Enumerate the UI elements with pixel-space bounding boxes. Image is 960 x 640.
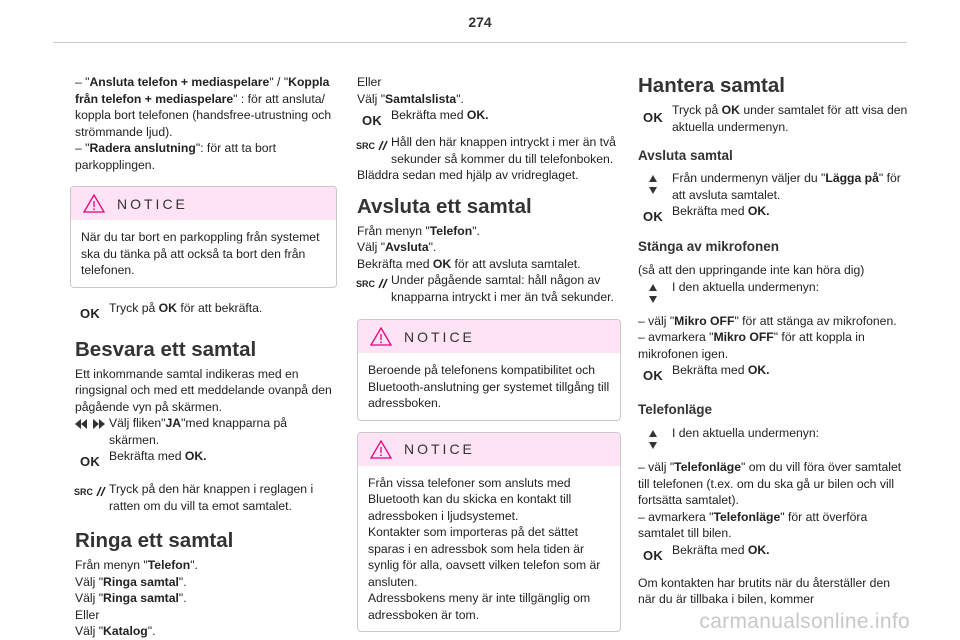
column-1 xyxy=(75,74,335,640)
warning-icon xyxy=(370,327,392,346)
notice-box xyxy=(357,319,621,421)
notice-box xyxy=(70,186,337,288)
heading-end-call: Avsluta ett samtal xyxy=(357,194,532,218)
heading-answer-call: Besvara ett samtal xyxy=(75,337,257,361)
notice-title: NOTICE xyxy=(404,328,475,345)
column-2 xyxy=(357,74,619,632)
heading-phone-mode: Telefonläge xyxy=(638,402,713,417)
ok-button-icon: OK xyxy=(642,209,664,224)
svg-text:SRC: SRC xyxy=(356,141,376,151)
src-instruction: SRC Tryck på den här knappen i reglagen i ratten om du vill ta emot samtalet. xyxy=(74,482,314,513)
paragraph: Välj "Katalog". xyxy=(75,624,156,638)
watermark: carmanualsonline.info xyxy=(699,610,910,633)
heading-mute-microphone: Stänga av mikrofonen xyxy=(638,239,780,254)
confirm-instruction: OK Bekräfta med OK. xyxy=(642,204,770,224)
ok-button-icon: OK xyxy=(642,110,664,125)
ok-instruction: OK Tryck på OK under samtalet för att visa den aktuella undermenyn. xyxy=(642,103,908,134)
paragraph: Välj "Avsluta". xyxy=(357,240,437,254)
paragraph: – "Radera anslutning": för att ta bort parkopplingen. xyxy=(75,141,277,172)
column-3 xyxy=(638,74,908,608)
ok-button-icon: OK xyxy=(642,368,664,383)
ok-instruction: OK Bekräfta med OK. xyxy=(361,108,489,128)
notice-title: NOTICE xyxy=(117,195,188,212)
confirm-instruction: OK Bekräfta med OK. xyxy=(79,449,207,469)
paragraph: – "Ansluta telefon + mediaspelare" / "Koppla från telefon + mediaspelare" : för att ansluta/ koppla bort telefonen (handsfree-utrustning och strömmande ljud). xyxy=(75,75,332,139)
warning-icon xyxy=(83,194,105,213)
ok-button-icon: OK xyxy=(642,547,664,563)
notice-text: Beroende på telefonens kompatibilitet och Bluetooth-anslutning ger systemet tillgång till adressboken. xyxy=(368,363,610,410)
svg-text:SRC: SRC xyxy=(356,279,376,289)
paragraph: Ett inkommande samtal indikeras med en ringsignal och med ett meddelande ovanpå den pågående vyn på skärmen. xyxy=(75,366,332,414)
src-instruction: SRC Håll den här knappen intryckt i mer än två sekunder så kommer du till telefonboken. xyxy=(356,135,616,166)
paragraph: Bekräfta med OK för att avsluta samtalet. xyxy=(357,256,581,271)
heading-end-call: Avsluta samtal xyxy=(638,148,733,163)
paragraph: Välj "Samtalslista". xyxy=(357,91,464,106)
paragraph: Bläddra sedan med hjälp av vridreglaget. xyxy=(357,168,579,182)
ok-button-icon: OK xyxy=(361,113,383,128)
steering-wheel-src-icon xyxy=(74,485,106,497)
ok-button-icon: OK xyxy=(79,305,101,321)
notice-text: Adressbokens meny är inte tillgänglig om adressboken är tom. xyxy=(368,591,591,622)
up-down-arrows-icon xyxy=(649,284,657,303)
notice-text: När du tar bort en parkoppling från systemet ska du tänka på att också ta bort den från telefonen. xyxy=(81,230,320,277)
paragraph: Från menyn "Telefon". xyxy=(75,558,198,572)
paragraph: Välj "Ringa samtal". xyxy=(75,574,187,589)
notice-header xyxy=(71,187,336,220)
notice-box xyxy=(357,432,621,633)
paragraph: (så att den uppringande inte kan höra dig) xyxy=(638,263,865,277)
confirm-instruction: OK Bekräfta med OK. xyxy=(642,363,770,383)
paragraph: – välj "Mikro OFF" för att stänga av mikrofonen. xyxy=(638,313,897,328)
paragraph: – välj "Telefonläge" om du vill föra över samtalet till telefonen (t.ex. om du ska gå ur bilen och vill fortsätta samtalet). xyxy=(638,460,902,507)
notice-text: Kontakter som importeras på det sättet sparas i en adressbok som hela tiden är synlig för alla, oavsett vilken telefon som är ansluten. xyxy=(368,525,601,589)
ok-instruction: OK Tryck på OK för att bekräfta. xyxy=(79,300,263,321)
paragraph: Från menyn "Telefon". xyxy=(357,223,480,238)
src-instruction: SRC Under pågående samtal: håll någon av knapparna intryckt i mer än två sekunder. xyxy=(356,273,614,304)
steering-wheel-src-icon xyxy=(356,277,388,289)
paragraph: Eller xyxy=(357,75,382,89)
paragraph: – avmarkera "Mikro OFF" för att koppla in mikrofonen igen. xyxy=(638,330,865,361)
notice-header xyxy=(358,320,620,353)
page-number: 274 xyxy=(468,14,492,30)
paragraph: – avmarkera "Telefonläge" för att överföra samtalet till bilen. xyxy=(638,509,868,540)
updown-instruction: Från undermenyn väljer du "Lägga på" för att avsluta samtalet. xyxy=(634,170,908,203)
notice-header xyxy=(358,433,620,466)
paragraph: Välj "Ringa samtal". xyxy=(75,591,187,605)
ok-button-icon: OK xyxy=(79,454,101,469)
updown-instruction: I den aktuella undermenyn: xyxy=(634,425,908,449)
notice-text: Från vissa telefoner som ansluts med Bluetooth kan du skicka en kontakt till adressboken i ljudsystemet. xyxy=(368,475,572,523)
notice-title: NOTICE xyxy=(404,441,475,457)
confirm-instruction: OK Bekräfta med OK. xyxy=(642,542,770,563)
arrows-instruction: Välj fliken"JA"med knapparna på skärmen. xyxy=(71,415,335,448)
paragraph: Om kontakten har brutits när du återställer den när du är tillbaka i bilen, kommer xyxy=(638,575,891,606)
paragraph: Eller xyxy=(75,607,100,622)
up-down-arrows-icon xyxy=(649,430,657,449)
svg-text:SRC: SRC xyxy=(74,487,94,497)
steering-wheel-src-icon xyxy=(356,139,388,151)
up-down-arrows-icon xyxy=(649,175,657,194)
left-right-arrows-icon xyxy=(75,419,105,429)
updown-instruction: I den aktuella undermenyn: xyxy=(634,279,908,303)
heading-manage-calls: Hantera samtal xyxy=(638,74,785,97)
warning-icon xyxy=(370,440,392,459)
header-divider xyxy=(53,42,907,43)
heading-make-call: Ringa ett samtal xyxy=(75,529,234,552)
